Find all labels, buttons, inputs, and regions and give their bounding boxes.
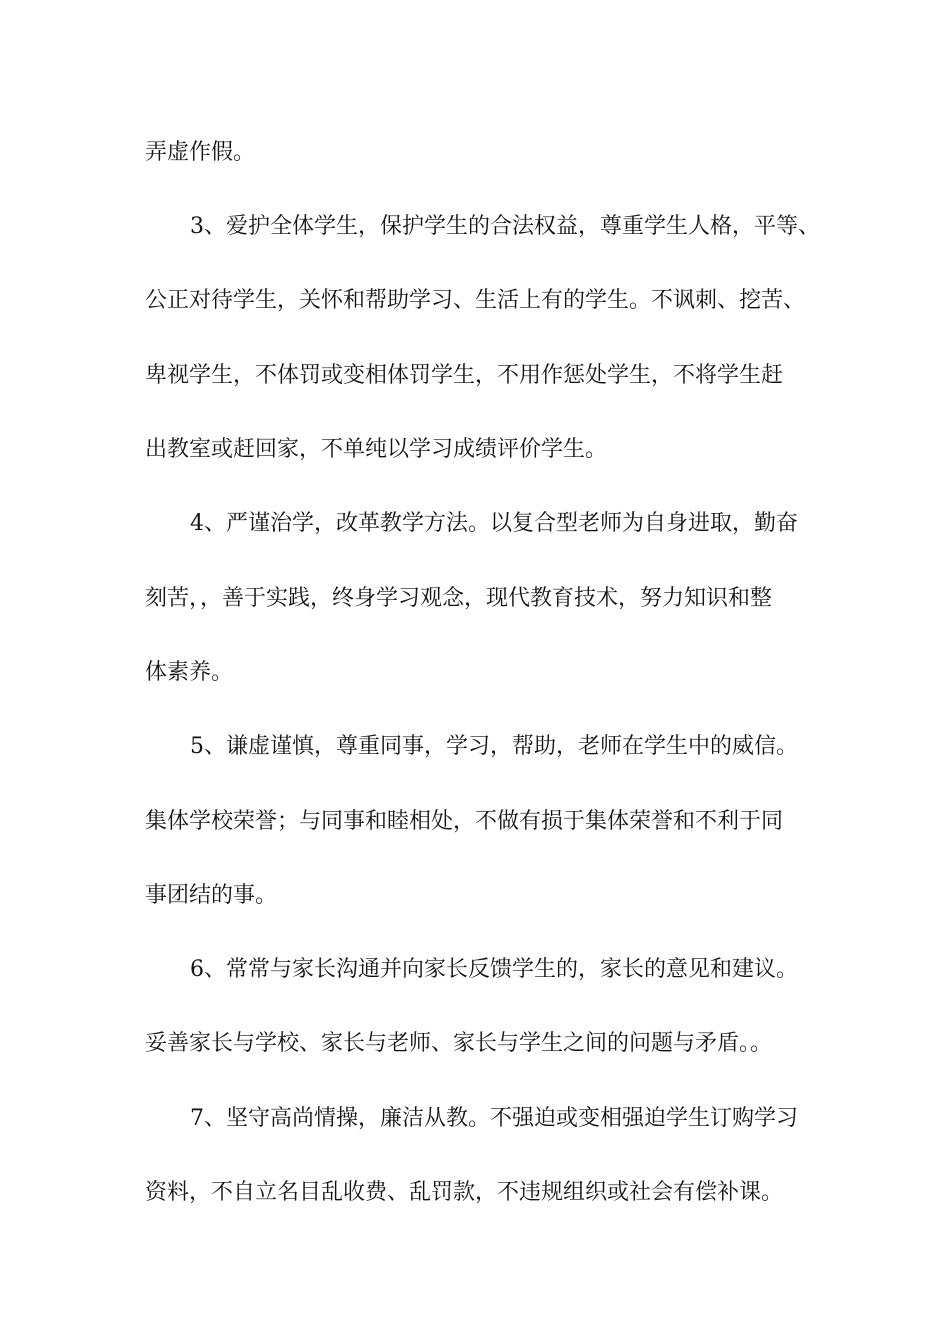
item-6-line-1: 6、常常与家长沟通并向家长反馈学生的，家长的意见和建议。 [190, 957, 798, 982]
item-3-line-4: 出教室或赶回家，不单纯以学习成绩评价学生。 [145, 437, 608, 462]
item-4-line-3: 体素养。 [145, 660, 234, 685]
item-3-line-1: 3、爱护全体学生，保护学生的合法权益，尊重学生人格，平等、 [190, 214, 820, 239]
item-3-line-3: 卑视学生，不体罚或变相体罚学生，不用作惩处学生，不将学生赶 [145, 363, 784, 388]
item-5-line-3: 事团结的事。 [145, 883, 278, 908]
item-5-line-2: 集体学校荣誉；与同事和睦相处，不做有损于集体荣誉和不利于同 [145, 809, 784, 834]
item-4-line-1: 4、严谨治学，改革教学方法。以复合型老师为自身进取，勤奋 [190, 511, 798, 536]
item-6-line-2: 妥善家长与学校、家长与老师、家长与学生之间的问题与矛盾。。 [145, 1031, 773, 1056]
item-7-line-2: 资料，不自立名目乱收费、乱罚款，不违规组织或社会有偿补课。 [145, 1180, 784, 1205]
text-line-continuation: 弄虚作假。 [145, 140, 256, 165]
item-5-line-1: 5、谦虚谨慎，尊重同事，学习，帮助，老师在学生中的威信。 [190, 734, 798, 759]
item-4-line-2: 刻苦，，善于实践，终身学习观念，现代教育技术，努力知识和整 [145, 586, 773, 611]
item-7-line-1: 7、坚守高尚情操，廉洁从教。不强迫或变相强迫学生订购学习 [190, 1106, 798, 1131]
item-3-line-2: 公正对待学生，关怀和帮助学习、生活上有的学生。不讽刺、挖苦、 [145, 288, 806, 313]
